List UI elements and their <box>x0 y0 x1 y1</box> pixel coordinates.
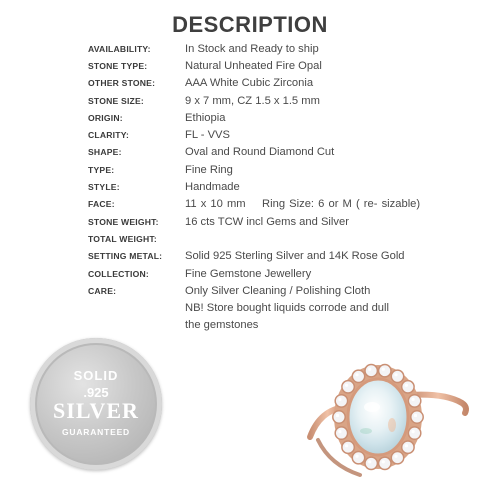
cz-sparkle <box>382 460 385 463</box>
cz-halo-stone <box>335 427 347 439</box>
spec-value: NB! Store bought liquids corrode and dull <box>185 302 389 315</box>
cz-sparkle <box>368 460 371 463</box>
spec-key: SETTING METAL: <box>88 251 163 262</box>
badge-line-silver: SILVER <box>53 398 139 423</box>
spec-key: AVAILABILITY: <box>88 43 151 54</box>
spec-value: Handmade <box>185 181 240 194</box>
cz-halo-stone <box>408 427 420 439</box>
cz-halo-stone <box>365 457 377 469</box>
spec-value: Fine Ring <box>185 163 233 176</box>
spec-value: Natural Unheated Fire Opal <box>185 59 322 72</box>
spec-row-availability <box>88 40 488 57</box>
spec-key: STONE TYPE: <box>88 60 148 71</box>
spec-row-type <box>88 161 488 178</box>
cz-sparkle <box>414 414 417 417</box>
cz-halo-stone <box>335 395 347 407</box>
spec-row-shape <box>88 144 488 161</box>
spec-value: In Stock and Ready to ship <box>185 42 319 55</box>
spec-row-stone-size <box>88 92 488 109</box>
cz-sparkle <box>382 368 385 371</box>
page-title: DESCRIPTION <box>172 12 328 37</box>
spec-value: Oval and Round Diamond Cut <box>185 146 335 159</box>
spec-value: 16 cts TCW incl Gems and Silver <box>185 215 349 228</box>
cz-sparkle <box>394 455 397 458</box>
cz-sparkle <box>338 430 341 433</box>
spec-key: TOTAL WEIGHT: <box>88 233 157 244</box>
cz-sparkle <box>368 368 371 371</box>
spec-key: CARE: <box>88 285 117 296</box>
cz-halo-stone <box>379 365 391 377</box>
spec-row-stone-weight <box>88 213 488 230</box>
spec-row-collection <box>88 265 488 282</box>
spec-row-care-note-2 <box>88 317 488 334</box>
spec-list <box>88 40 488 334</box>
cz-halo-stone <box>379 457 391 469</box>
cz-sparkle <box>394 373 397 376</box>
badge-line-guaranteed: GUARANTEED <box>62 427 130 437</box>
spec-value: 11 x 10 mm Ring Size: 6 or M ( re- sizable) <box>185 198 421 211</box>
cz-halo-stone <box>391 452 403 464</box>
spec-key: STYLE: <box>88 182 120 193</box>
cz-sparkle <box>412 398 415 401</box>
solid-silver-badge <box>30 338 162 470</box>
spec-value: FL - VVS <box>185 129 230 142</box>
spec-key: STONE SIZE: <box>88 95 144 106</box>
spec-row-care <box>88 282 488 299</box>
cz-sparkle <box>405 384 408 387</box>
spec-value: Only Silver Cleaning / Polishing Cloth <box>185 284 371 297</box>
spec-value: Ethiopia <box>185 111 226 124</box>
spec-row-clarity <box>88 126 488 143</box>
badge-line-solid: SOLID <box>73 368 119 383</box>
opal-ring-image <box>300 345 470 495</box>
cz-halo-stone <box>402 441 414 453</box>
cz-sparkle <box>355 455 358 458</box>
spec-key: FACE: <box>88 199 115 210</box>
spec-key: SHAPE: <box>88 147 122 158</box>
cz-sparkle <box>355 373 358 376</box>
spec-key: STONE WEIGHT: <box>88 216 159 227</box>
spec-value: the gemstones <box>185 319 259 332</box>
badge-line-925: .925 <box>83 385 109 400</box>
spec-row-other-stone <box>88 75 488 92</box>
spec-row-stone-type <box>88 57 488 74</box>
cz-halo-stone <box>352 370 364 382</box>
cz-sparkle <box>412 430 415 433</box>
cz-halo-stone <box>342 381 354 393</box>
cz-sparkle <box>405 444 408 447</box>
spec-row-care-note <box>88 299 488 316</box>
cz-halo-stone <box>342 441 354 453</box>
spec-key: COLLECTION: <box>88 268 149 279</box>
spec-row-face <box>88 196 488 213</box>
spec-value: 9 x 7 mm, CZ 1.5 x 1.5 mm <box>185 94 320 107</box>
spec-key: ORIGIN: <box>88 112 123 123</box>
cz-sparkle <box>338 398 341 401</box>
cz-sparkle <box>336 414 339 417</box>
cz-sparkle <box>345 384 348 387</box>
cz-halo-stone <box>391 370 403 382</box>
spec-key: OTHER STONE: <box>88 78 156 89</box>
spec-value: Fine Gemstone Jewellery <box>185 267 312 280</box>
spec-row-origin <box>88 109 488 126</box>
spec-row-total-weight <box>88 230 488 247</box>
spec-key: CLARITY: <box>88 130 130 141</box>
cz-halo-stone <box>365 365 377 377</box>
spec-value: AAA White Cubic Zirconia <box>185 77 314 90</box>
spec-row-style <box>88 178 488 195</box>
cz-halo-stone <box>402 381 414 393</box>
cz-halo-stone <box>333 411 345 423</box>
cz-halo-stone <box>408 395 420 407</box>
cz-halo-stone <box>352 452 364 464</box>
cz-sparkle <box>345 444 348 447</box>
spec-value: Solid 925 Sterling Silver and 14K Rose Gold <box>185 250 405 263</box>
spec-row-setting-metal <box>88 248 488 265</box>
spec-key: TYPE: <box>88 164 115 175</box>
cz-halo-stone <box>411 411 423 423</box>
